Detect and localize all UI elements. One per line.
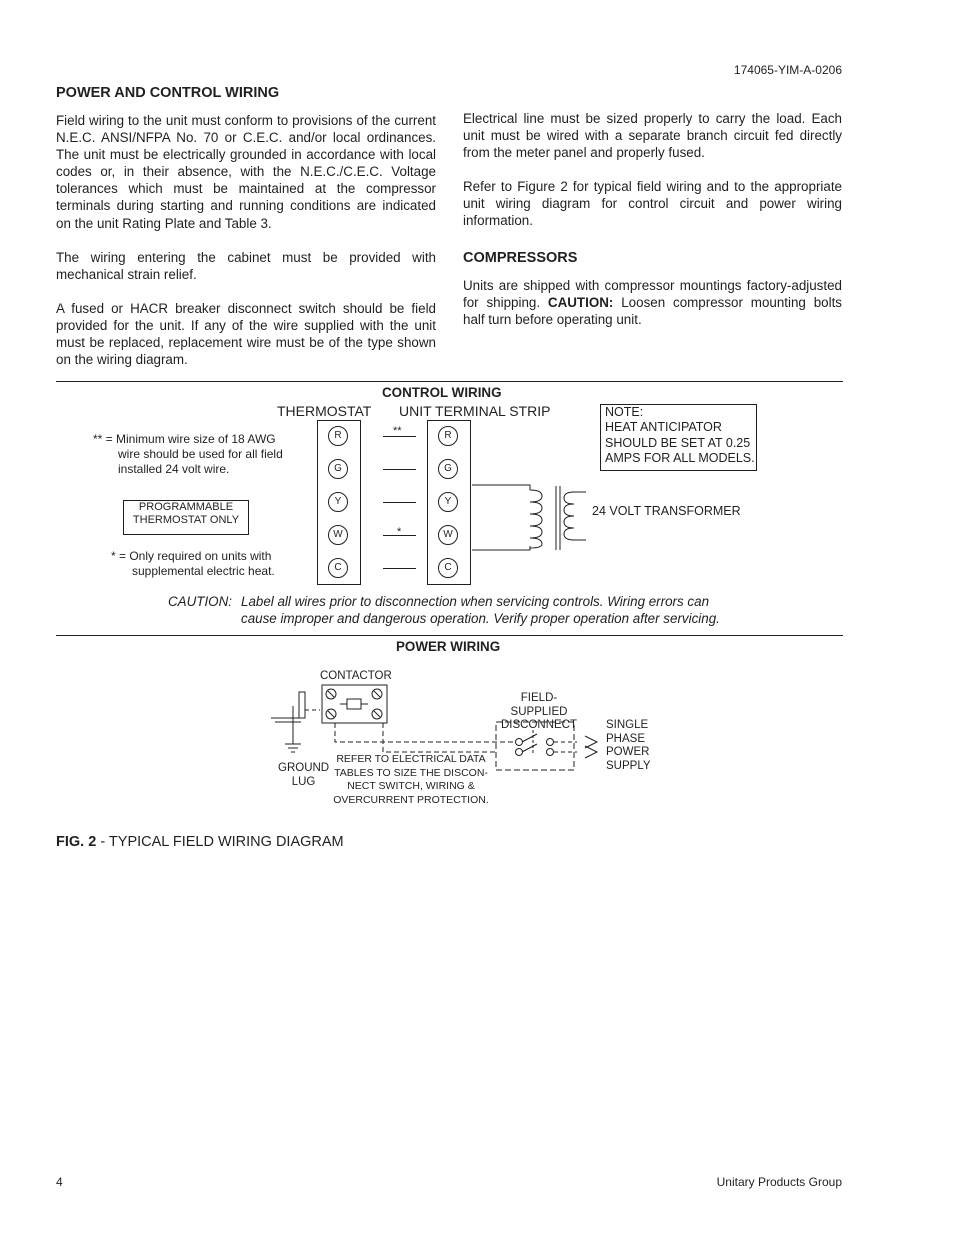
note-box: NOTE: HEAT ANTICIPATOR SHOULD BE SET AT 0.25 AMPS FOR ALL MODELS. xyxy=(600,404,757,471)
section-heading-compressors: COMPRESSORS xyxy=(463,249,578,266)
terminal-c: C xyxy=(328,558,348,578)
right-column xyxy=(463,110,842,328)
refer-note: REFER TO ELECTRICAL DATA TABLES TO SIZE THE DISCON- NECT SWITCH, WIRING & OVERCURRENT PROTECTION. xyxy=(333,753,489,806)
divider xyxy=(56,635,843,636)
footnote-double-asterisk: ** = Minimum wire size of 18 AWG wire should be used for all field installed 24 volt wire. xyxy=(93,432,283,476)
wire-y xyxy=(383,502,416,503)
left-column xyxy=(56,84,436,368)
terminal-r: R xyxy=(438,426,458,446)
paragraph: Refer to Figure 2 for typical field wiring and to the appropriate unit wiring diagram for control circuit and power wiring information. xyxy=(463,179,842,229)
wire-c xyxy=(383,568,416,569)
ground-lug-label: GROUND LUG xyxy=(278,762,330,788)
wire-g xyxy=(383,469,416,470)
unit-terminal-block xyxy=(427,420,471,585)
terminal-c: C xyxy=(438,558,458,578)
figure-caption: FIG. 2 - TYPICAL FIELD WIRING DIAGRAM xyxy=(56,834,344,850)
paragraph: A fused or HACR breaker disconnect switch should be field provided for the unit. If any of the wire supplied with the unit must be replaced, replacement wire must be of the type shown on the wiring diagram. xyxy=(56,300,436,368)
terminal-y: Y xyxy=(438,492,458,512)
programmable-thermostat-box: PROGRAMMABLE THERMOSTAT ONLY xyxy=(123,500,249,535)
terminal-w: W xyxy=(328,525,348,545)
terminal-g: G xyxy=(328,459,348,479)
power-wiring-title: POWER WIRING xyxy=(396,639,501,654)
paragraph: The wiring entering the cabinet must be provided with mechanical strain relief. xyxy=(56,249,436,282)
thermostat-terminal-block xyxy=(317,420,361,585)
figure-label: FIG. 2 xyxy=(56,834,97,850)
document-id: 174065-YIM-A-0206 xyxy=(733,63,842,77)
wire-mark-asterisk: * xyxy=(397,526,402,538)
terminal-r: R xyxy=(328,426,348,446)
wire-mark-double-asterisk: ** xyxy=(393,425,402,437)
terminal-y: Y xyxy=(328,492,348,512)
footnote-single-asterisk: * = Only required on units with supplemental electric heat. xyxy=(111,549,275,578)
power-supply-label: SINGLE PHASE POWER SUPPLY xyxy=(606,719,651,772)
terminal-w: W xyxy=(438,525,458,545)
contactor-label: CONTACTOR xyxy=(320,670,392,682)
divider xyxy=(56,381,843,382)
thermostat-label: THERMOSTAT xyxy=(277,403,372,419)
paragraph: Units are shipped with compressor mountings factory-adjusted for shipping. CAUTION: Loosen compressor mounting bolts half turn before operating unit. xyxy=(463,277,843,327)
section-heading-power-control-wiring: POWER AND CONTROL WIRING xyxy=(56,85,280,101)
paragraph: Field wiring to the unit must conform to provisions of the current N.E.C. ANSI/NFPA No. 70 or C.E.C. and/or local ordinances. The unit must be electrically grounded in accordance with local codes or, in their absence, with the N.E.C./C.E.C. Voltage tolerances which must be maintained at the compressor terminals during starting and running conditions are indicated on the unit Rating Plate and Table 3. xyxy=(56,113,436,231)
terminal-strip-label: UNIT TERMINAL STRIP xyxy=(399,403,551,419)
transformer-icon xyxy=(470,480,590,560)
page-number: 4 xyxy=(56,1175,63,1189)
caution-label: CAUTION: xyxy=(547,294,614,310)
terminal-g: G xyxy=(438,459,458,479)
control-wiring-title: CONTROL WIRING xyxy=(382,385,502,400)
caution-label-italic: CAUTION: xyxy=(168,594,232,609)
disconnect-label: FIELD-SUPPLIED DISCONNECT xyxy=(500,692,578,731)
paragraph: Electrical line must be sized properly to carry the load. Each unit must be wired with a separate branch circuit fed directly from the meter panel and properly fused. xyxy=(463,111,842,161)
footer-company: Unitary Products Group xyxy=(716,1175,842,1189)
caution-text: Label all wires prior to disconnection when servicing controls. Wiring errors can cause improper and dangerous operation. Verify proper operation after servicing. xyxy=(241,594,720,626)
transformer-label: 24 VOLT TRANSFORMER xyxy=(592,504,741,518)
